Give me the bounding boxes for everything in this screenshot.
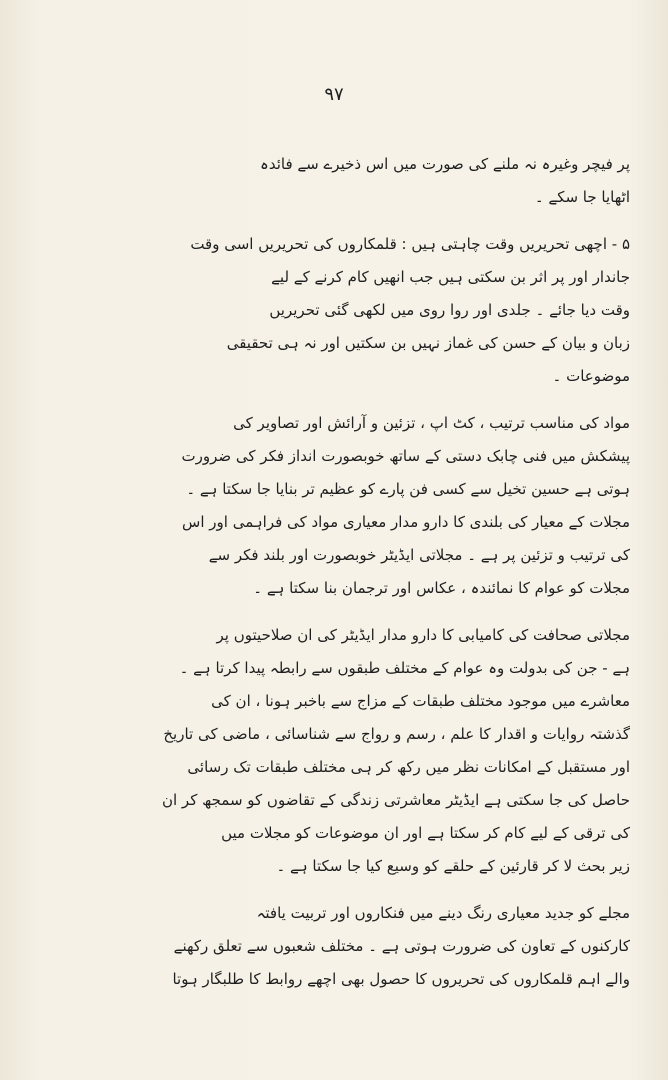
text-line: وقت دیا جائے ۔ جلدی اور روا روی میں لکھی گئی تحریریں bbox=[269, 301, 630, 319]
text-line: اٹھایا جا سکے ۔ bbox=[534, 188, 630, 206]
paragraph-1 bbox=[70, 148, 630, 214]
page-number: ۹۷ bbox=[324, 84, 344, 105]
text-line: کارکنوں کے تعاون کی ضرورت ہوتی ہے ۔ مختلف شعبوں سے تعلق رکھنے bbox=[173, 937, 630, 955]
text-line: جاندار اور پر اثر بن سکتی ہیں جب انھیں کام کرنے کے لیے bbox=[271, 268, 630, 286]
text-line: پر فیچر وغیرہ نہ ملنے کی صورت میں اس ذخیرے سے فائدہ bbox=[260, 155, 630, 173]
paragraph-3 bbox=[70, 407, 630, 605]
text-line: ہے - جن کی بدولت وہ عوام کے مختلف طبقوں سے رابطہ پیدا کرتا ہے ۔ bbox=[179, 659, 630, 677]
text-line: معاشرے میں موجود مختلف طبقات کے مزاج سے باخبر ہونا ، ان کی bbox=[211, 692, 630, 710]
text-line: کی ترقی کے لیے کام کر سکتا ہے اور ان موضوعات کو مجلات میں bbox=[221, 824, 630, 842]
text-line: پیشکش میں فنی چابک دستی کے ساتھ خوبصورت انداز فکر کی ضرورت bbox=[181, 447, 630, 465]
text-line: گذشتہ روایات و اقدار کا علم ، رسم و رواج سے شناسائی ، ماضی کی تاریخ bbox=[163, 725, 630, 743]
text-line: والے اہم قلمکاروں کی تحریروں کا حصول بھی اچھے روابط کا طلبگار ہوتا bbox=[172, 970, 630, 988]
text-line: مجلات کے معیار کی بلندی کا دارو مدار معیاری مواد کی فراہمی اور اس bbox=[182, 513, 630, 531]
text-line: زیر بحث لا کر قارئین کے حلقے کو وسیع کیا جا سکتا ہے ۔ bbox=[276, 857, 630, 875]
text-line: ہوتی ہے حسین تخیل سے کسی فن پارے کو عظیم تر بنایا جا سکتا ہے ۔ bbox=[186, 480, 630, 498]
body-text bbox=[70, 148, 630, 996]
text-line: حاصل کی جا سکتی ہے ایڈیٹر معاشرتی زندگی کے تقاضوں کو سمجھ کر ان bbox=[161, 791, 630, 809]
text-line: زبان و بیان کے حسن کی غماز نہیں بن سکتیں اور نہ ہی تحقیقی bbox=[226, 334, 630, 352]
text-line: مجلاتی صحافت کی کامیابی کا دارو مدار ایڈیٹر کی ان صلاحیتوں پر bbox=[216, 626, 630, 644]
text-line: مواد کی مناسب ترتیب ، کٹ اپ ، تزئین و آرائش اور تصاویر کی bbox=[233, 414, 630, 432]
text-line: اور مستقبل کے امکانات نظر میں رکھ کر ہی مختلف طبقات تک رسائی bbox=[187, 758, 630, 776]
paragraph-4 bbox=[70, 619, 630, 883]
text-line: کی ترتیب و تزئین پر ہے ۔ مجلاتی ایڈیٹر خوبصورت اور بلند فکر سے bbox=[208, 546, 630, 564]
text-line: مجلات کو عوام کا نمائندہ ، عکاس اور ترجمان بنا سکتا ہے ۔ bbox=[253, 579, 630, 597]
paragraph-5 bbox=[70, 897, 630, 996]
text-line: موضوعات ۔ bbox=[552, 367, 630, 385]
text-line: ۵ - اچھی تحریریں وقت چاہتی ہیں : قلمکاروں کی تحریریں اسی وقت bbox=[190, 235, 630, 253]
paragraph-2 bbox=[70, 228, 630, 393]
text-line: مجلے کو جدید معیاری رنگ دینے میں فنکاروں اور تربیت یافتہ bbox=[256, 904, 630, 922]
